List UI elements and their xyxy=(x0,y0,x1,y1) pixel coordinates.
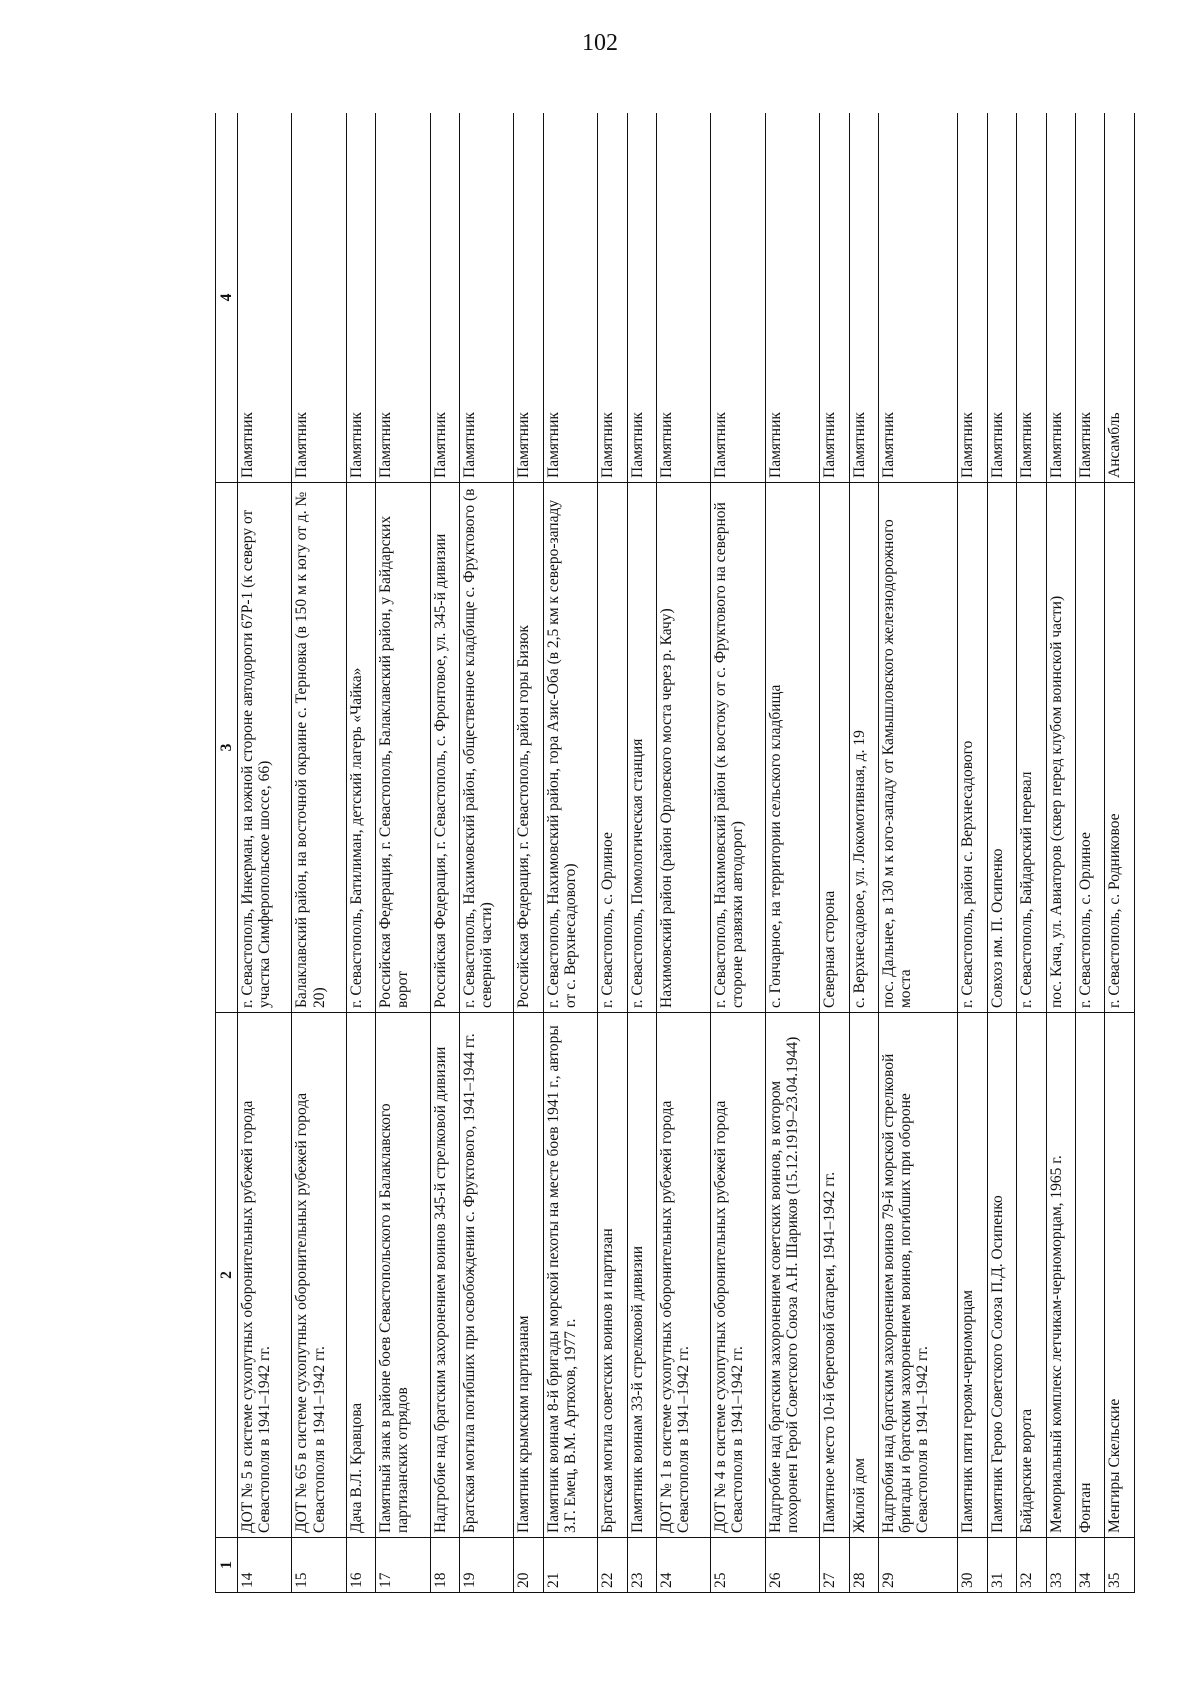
table-row xyxy=(1017,113,1046,1593)
object-location: г. Севастополь, с. Орлиное xyxy=(1076,483,1105,1013)
table-row xyxy=(849,113,878,1593)
object-name: Братская могила погибших при освобождении с. Фруктового, 1941–1944 гг. xyxy=(460,1013,514,1538)
row-number: 32 xyxy=(1017,1538,1046,1593)
object-type: Памятник xyxy=(879,113,958,483)
table-row xyxy=(765,113,819,1593)
object-type: Памятник xyxy=(598,113,627,483)
table-row xyxy=(1105,113,1135,1593)
table-row xyxy=(238,113,292,1593)
rotated-table-container xyxy=(215,113,1135,1593)
row-number: 15 xyxy=(292,1538,346,1593)
object-type: Памятник xyxy=(820,113,849,483)
row-number: 20 xyxy=(514,1538,543,1593)
table-header-row xyxy=(216,113,238,1593)
object-type: Памятник xyxy=(292,113,346,483)
table-row xyxy=(430,113,459,1593)
table-row xyxy=(627,113,656,1593)
object-name: Памятник воинам 8-й бригады морской пехоты на месте боев 1941 г., авторы З.Г. Емец, В.М. Артюхов, 1977 г. xyxy=(543,1013,597,1538)
object-type: Памятник xyxy=(711,113,765,483)
table-row xyxy=(376,113,430,1593)
header-col-4: 4 xyxy=(216,113,238,483)
row-number: 14 xyxy=(238,1538,292,1593)
object-location: г. Севастополь, Нахимовский район, гора Азис-Оба (в 2,5 км к северо-западу от с. Верхнесадового) xyxy=(543,483,597,1013)
object-location: пос. Дальнее, в 130 м к юго-западу от Камышловского железнодорожного моста xyxy=(879,483,958,1013)
object-name: Памятное место 10-й береговой батареи, 1941–1942 гг. xyxy=(820,1013,849,1538)
object-location: Балаклавский район, на восточной окраине с. Терновка (в 150 м к югу от д. № 20) xyxy=(292,483,346,1013)
object-name: ДОТ № 4 в системе сухопутных оборонительных рубежей города Севастополя в 1941–1942 гг. xyxy=(711,1013,765,1538)
object-name: Памятник пяти героям-черноморцам xyxy=(958,1013,987,1538)
row-number: 29 xyxy=(879,1538,958,1593)
object-location: Российская Федерация, г. Севастополь, с. Фронтовое, ул. 345-й дивизии xyxy=(430,483,459,1013)
object-location: г. Севастополь, Помологическая станция xyxy=(627,483,656,1013)
object-type: Памятник xyxy=(514,113,543,483)
object-name: Байдарские ворота xyxy=(1017,1013,1046,1538)
row-number: 31 xyxy=(987,1538,1016,1593)
table-row xyxy=(1046,113,1075,1593)
object-name: ДОТ № 65 в системе сухопутных оборонительных рубежей города Севастополя в 1941–1942 гг. xyxy=(292,1013,346,1538)
object-type: Памятник xyxy=(849,113,878,483)
object-location: с. Верхнесадовое, ул. Локомотивная, д. 19 xyxy=(849,483,878,1013)
table-row xyxy=(598,113,627,1593)
object-name: Менгиры Скельские xyxy=(1105,1013,1135,1538)
table-row xyxy=(820,113,849,1593)
object-location: г. Севастополь, с. Орлиное xyxy=(598,483,627,1013)
object-type: Памятник xyxy=(430,113,459,483)
object-location: г. Севастополь, Нахимовский район (к востоку от с. Фруктового на северной стороне развязки автодорог) xyxy=(711,483,765,1013)
object-name: Дача В.Л. Кравцова xyxy=(346,1013,375,1538)
object-name: Жилой дом xyxy=(849,1013,878,1538)
table-body xyxy=(238,113,1135,1593)
object-location: Нахимовский район (район Орловского моста через р. Качу) xyxy=(657,483,711,1013)
object-location: г. Севастополь, Инкерман, на южной стороне автодороги 67Р-1 (к северу от участка Симферопольское шоссе, 66) xyxy=(238,483,292,1013)
object-name: Памятник крымским партизанам xyxy=(514,1013,543,1538)
row-number: 34 xyxy=(1076,1538,1105,1593)
header-col-3: 3 xyxy=(216,483,238,1013)
object-type: Памятник xyxy=(1017,113,1046,483)
row-number: 18 xyxy=(430,1538,459,1593)
object-location: Северная сторона xyxy=(820,483,849,1013)
row-number: 16 xyxy=(346,1538,375,1593)
row-number: 22 xyxy=(598,1538,627,1593)
table-row xyxy=(657,113,711,1593)
row-number: 23 xyxy=(627,1538,656,1593)
object-name: Надгробия над братским захоронением воинов 79-й морской стрелковой бригады и братским захоронением воинов, погибших при обороне Севастополя в 1941–1942 гг. xyxy=(879,1013,958,1538)
object-name: Надгробие над братским захоронением советских воинов, в котором похоронен Герой Советского Союза А.Н. Шариков (15.12.1919–23.04.1944) xyxy=(765,1013,819,1538)
object-location: Совхоз им. П. Осипенко xyxy=(987,483,1016,1013)
row-number: 24 xyxy=(657,1538,711,1593)
table-row xyxy=(543,113,597,1593)
row-number: 30 xyxy=(958,1538,987,1593)
object-location: Российская Федерация, г. Севастополь, район горы Бизюк xyxy=(514,483,543,1013)
object-type: Памятник xyxy=(657,113,711,483)
header-col-2: 2 xyxy=(216,1013,238,1538)
object-location: с. Гончарное, на территории сельского кладбища xyxy=(765,483,819,1013)
object-type: Памятник xyxy=(376,113,430,483)
table-row xyxy=(346,113,375,1593)
table-row xyxy=(1076,113,1105,1593)
object-type: Памятник xyxy=(1076,113,1105,483)
object-name: Памятник воинам 33-й стрелковой дивизии xyxy=(627,1013,656,1538)
table-row xyxy=(958,113,987,1593)
object-type: Памятник xyxy=(958,113,987,483)
row-number: 19 xyxy=(460,1538,514,1593)
object-location: г. Севастополь, район с. Верхнесадового xyxy=(958,483,987,1013)
row-number: 26 xyxy=(765,1538,819,1593)
object-name: Памятный знак в районе боев Севастопольского и Балаклавского партизанских отрядов xyxy=(376,1013,430,1538)
object-name: Мемориальный комплекс летчикам-черноморцам, 1965 г. xyxy=(1046,1013,1075,1538)
table-row xyxy=(460,113,514,1593)
row-number: 21 xyxy=(543,1538,597,1593)
object-name: Памятник Герою Советского Союза П.Д. Осипенко xyxy=(987,1013,1016,1538)
object-type: Памятник xyxy=(1046,113,1075,483)
object-location: г. Севастополь, Нахимовский район, общественное кладбище с. Фруктового (в северной части) xyxy=(460,483,514,1013)
row-number: 27 xyxy=(820,1538,849,1593)
object-location: пос. Кача, ул. Авиаторов (сквер перед клубом воинской части) xyxy=(1046,483,1075,1013)
object-type: Памятник xyxy=(627,113,656,483)
table-row xyxy=(879,113,958,1593)
object-name: Фонтан xyxy=(1076,1013,1105,1538)
table-area xyxy=(215,113,1135,1593)
object-type: Памятник xyxy=(460,113,514,483)
object-location: г. Севастополь, с. Родниковое xyxy=(1105,483,1135,1013)
row-number: 35 xyxy=(1105,1538,1135,1593)
table-row xyxy=(987,113,1016,1593)
monuments-table xyxy=(215,113,1135,1593)
row-number: 17 xyxy=(376,1538,430,1593)
object-location: г. Севастополь, Байдарский перевал xyxy=(1017,483,1046,1013)
row-number: 25 xyxy=(711,1538,765,1593)
page-number: 102 xyxy=(582,30,618,56)
header-col-1: 1 xyxy=(216,1538,238,1593)
object-location: Российская Федерация, г. Севастополь, Балаклавский район, у Байдарских ворот xyxy=(376,483,430,1013)
object-name: Надгробие над братским захоронением воинов 345-й стрелковой дивизии xyxy=(430,1013,459,1538)
table-row xyxy=(292,113,346,1593)
table-row xyxy=(711,113,765,1593)
object-type: Памятник xyxy=(987,113,1016,483)
object-name: ДОТ № 5 в системе сухопутных оборонительных рубежей города Севастополя в 1941–1942 гг. xyxy=(238,1013,292,1538)
object-type: Памятник xyxy=(346,113,375,483)
object-name: ДОТ № 1 в системе сухопутных оборонительных рубежей города Севастополя в 1941–1942 гг. xyxy=(657,1013,711,1538)
object-type: Памятник xyxy=(765,113,819,483)
table-row xyxy=(514,113,543,1593)
row-number: 28 xyxy=(849,1538,878,1593)
object-location: г. Севастополь, Батилиман, детский лагерь «Чайка» xyxy=(346,483,375,1013)
object-name: Братская могила советских воинов и партизан xyxy=(598,1013,627,1538)
object-type: Ансамбль xyxy=(1105,113,1135,483)
row-number: 33 xyxy=(1046,1538,1075,1593)
object-type: Памятник xyxy=(543,113,597,483)
object-type: Памятник xyxy=(238,113,292,483)
